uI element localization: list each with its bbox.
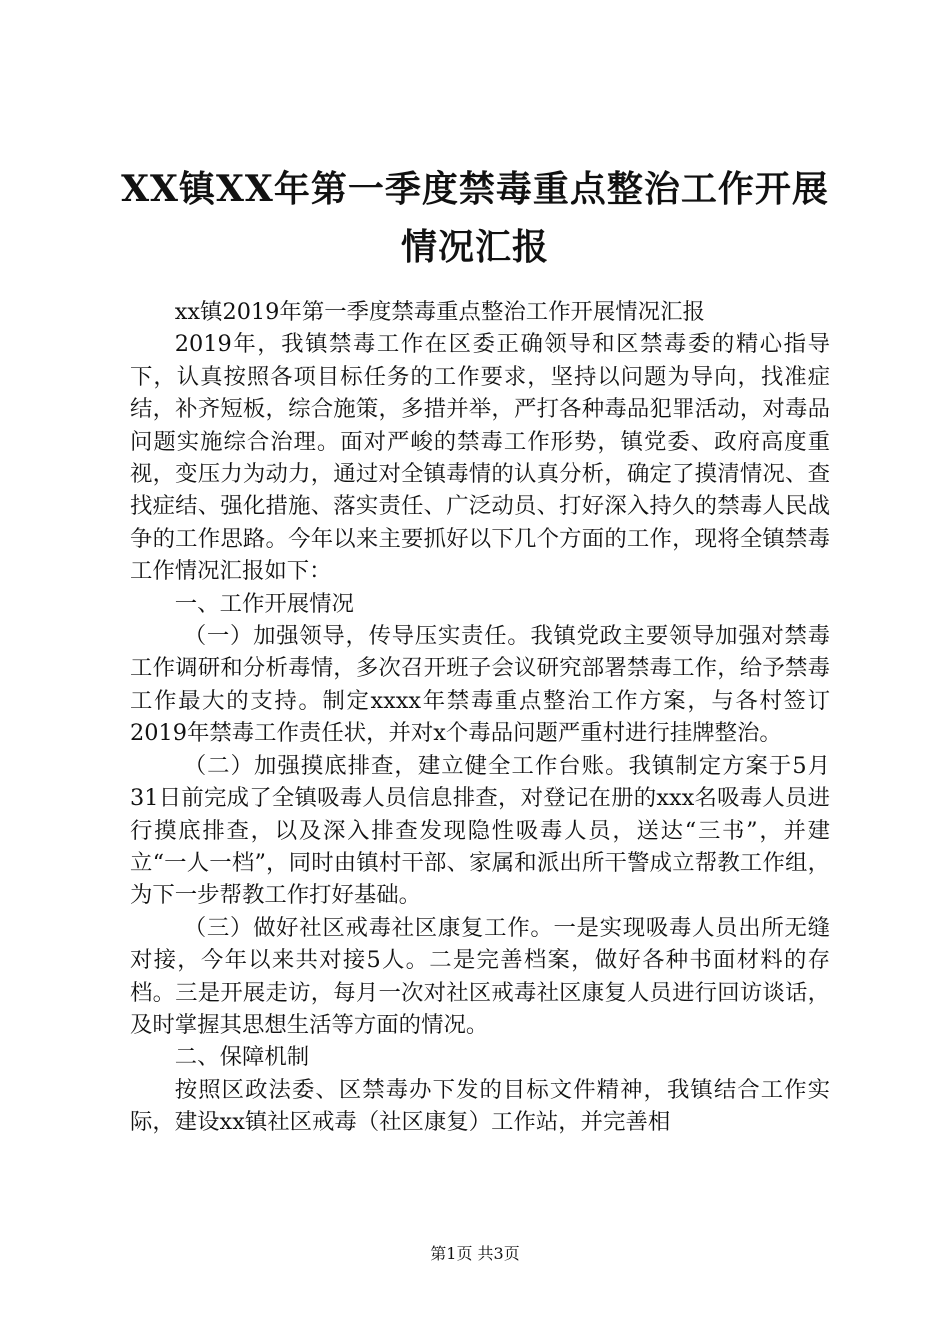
document-title: XX镇XX年第一季度禁毒重点整治工作开展情况汇报: [121, 168, 829, 268]
page-footer: 第1页 共3页: [430, 1244, 520, 1263]
paragraph-guarantee: 按照区政法委、区禁毒办下发的目标文件精神，我镇结合工作实际，建设xx镇社区戒毒（社区康复）工作站，并完善相: [130, 1076, 830, 1136]
paragraph-investigation: （二）加强摸底排查，建立健全工作台账。我镇制定方案于5月31日前完成了全镇吸毒人员信息排查，对登记在册的xxx名吸毒人员进行摸底排查，以及深入排查发现隐性吸毒人员，送达“三书”，并建立“一人一档”，同时由镇村干部、家属和派出所干警成立帮教工作组，为下一步帮教工作打好基础。: [130, 752, 830, 909]
paragraph-leadership: （一）加强领导，传导压实责任。我镇党政主要领导加强对禁毒工作调研和分析毒情，多次召开班子会议研究部署禁毒工作，给予禁毒工作最大的支持。制定xxxx年禁毒重点整治工作方案，与各村签订2019年禁毒工作责任状，并对x个毒品问题严重村进行挂牌整治。: [130, 623, 830, 747]
section-heading-guarantee: 二、保障机制: [174, 1044, 310, 1071]
paragraph-subtitle: xx镇2019年第一季度禁毒重点整治工作开展情况汇报: [174, 299, 705, 325]
section-heading-work: 一、工作开展情况: [174, 590, 354, 617]
paragraph-community-rehab: （三）做好社区戒毒社区康复工作。一是实现吸毒人员出所无缝对接，今年以来共对接5人。二是完善档案，做好各种书面材料的存档。三是开展走访，每月一次对社区戒毒社区康复人员进行回访谈话，及时掌握其思想生活等方面的情况。: [130, 914, 830, 1038]
document-body: [130, 296, 830, 1139]
paragraph-intro: 2019年，我镇禁毒工作在区委正确领导和区禁毒委的精心指导下，认真按照各项目标任务的工作要求，坚持以问题为导向，找准症结，补齐短板，综合施策，多措并举，严打各种毒品犯罪活动，对毒品问题实施综合治理。面对严峻的禁毒工作形势，镇党委、政府高度重视，变压力为动力，通过对全镇毒情的认真分析，确定了摸清情况、查找症结、强化措施、落实责任、广泛动员、打好深入持久的禁毒人民战争的工作思路。今年以来主要抓好以下几个方面的工作，现将全镇禁毒工作情况汇报如下：: [130, 331, 830, 585]
